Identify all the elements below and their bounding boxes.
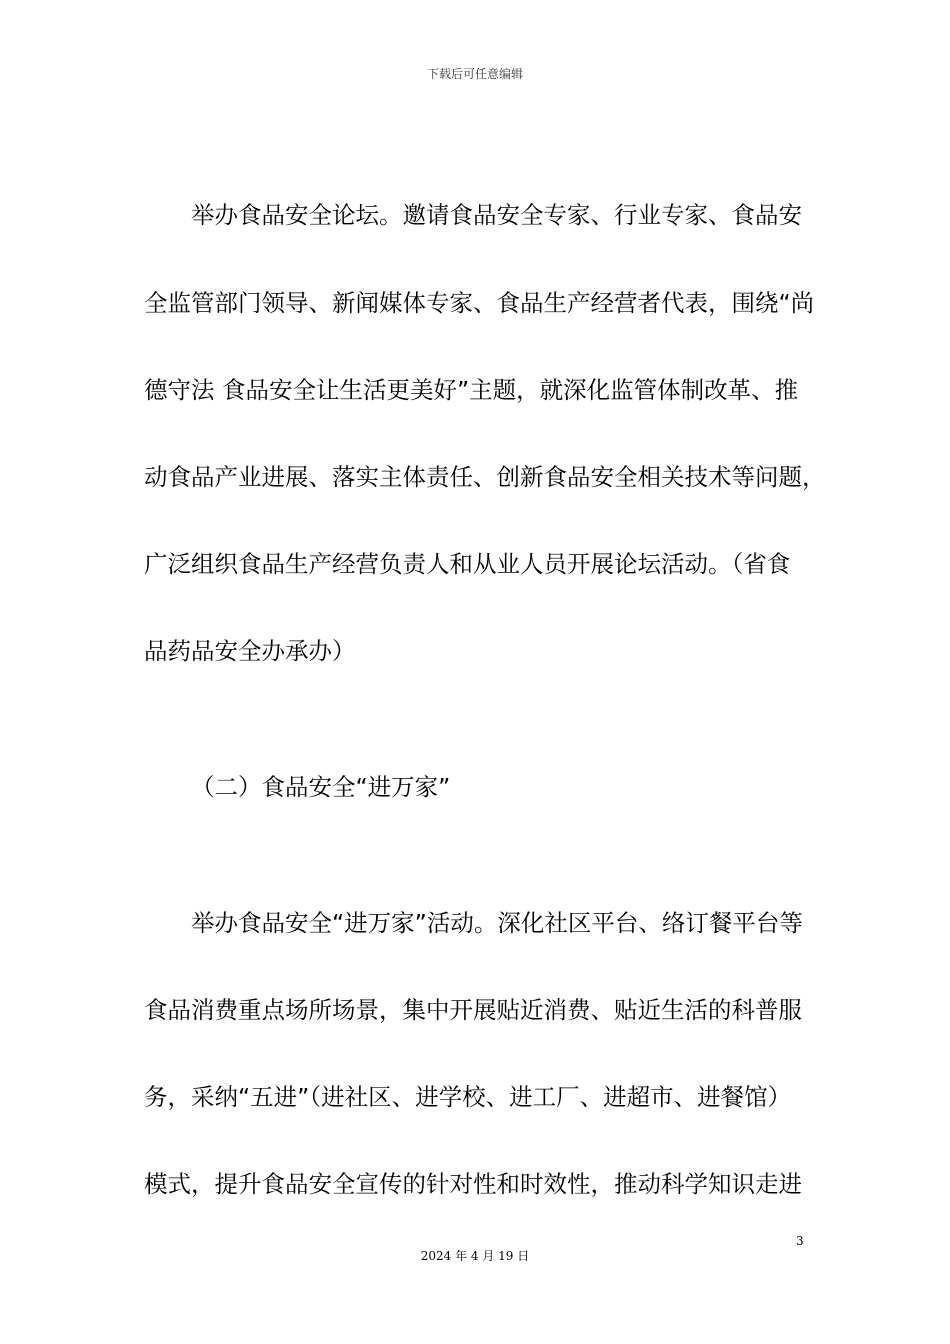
- page-header: 下载后可任意编辑: [426, 67, 523, 81]
- section-heading: （二）食品安全“进万家”: [191, 773, 451, 801]
- paragraph-line: 品药品安全办承办）: [144, 637, 356, 665]
- paragraph-line: 食品消费重点场所场景，集中开展贴近消费、贴近生活的科普服: [144, 996, 802, 1024]
- paragraph-line: 举办食品安全“进万家”活动。深化社区平台、络订餐平台等: [191, 909, 803, 937]
- paragraph-line: 动食品产业进展、落实主体责任、创新食品安全相关技术等问题，: [144, 463, 826, 491]
- paragraph-line: 德守法 食品安全让生活更美好”主题，就深化监管体制改革、推: [144, 376, 799, 404]
- paragraph-line: 务，采纳“五进”（进社区、进学校、进工厂、进超市、进餐馆）: [144, 1083, 792, 1111]
- page-number: 3: [796, 1234, 804, 1248]
- page-date: 2024 年 4 月 19 日: [420, 1249, 530, 1263]
- paragraph-line: 广泛组织食品生产经营负责人和从业人员开展论坛活动。（省食: [144, 550, 791, 578]
- paragraph-line: 模式，提升食品安全宣传的针对性和时效性，推动科学知识走进: [144, 1170, 802, 1198]
- paragraph-line: 举办食品安全论坛。邀请食品安全专家、行业专家、食品安: [191, 201, 802, 229]
- paragraph-line: 全监管部门领导、新闻媒体专家、食品生产经营者代表，围绕“尚: [144, 289, 815, 317]
